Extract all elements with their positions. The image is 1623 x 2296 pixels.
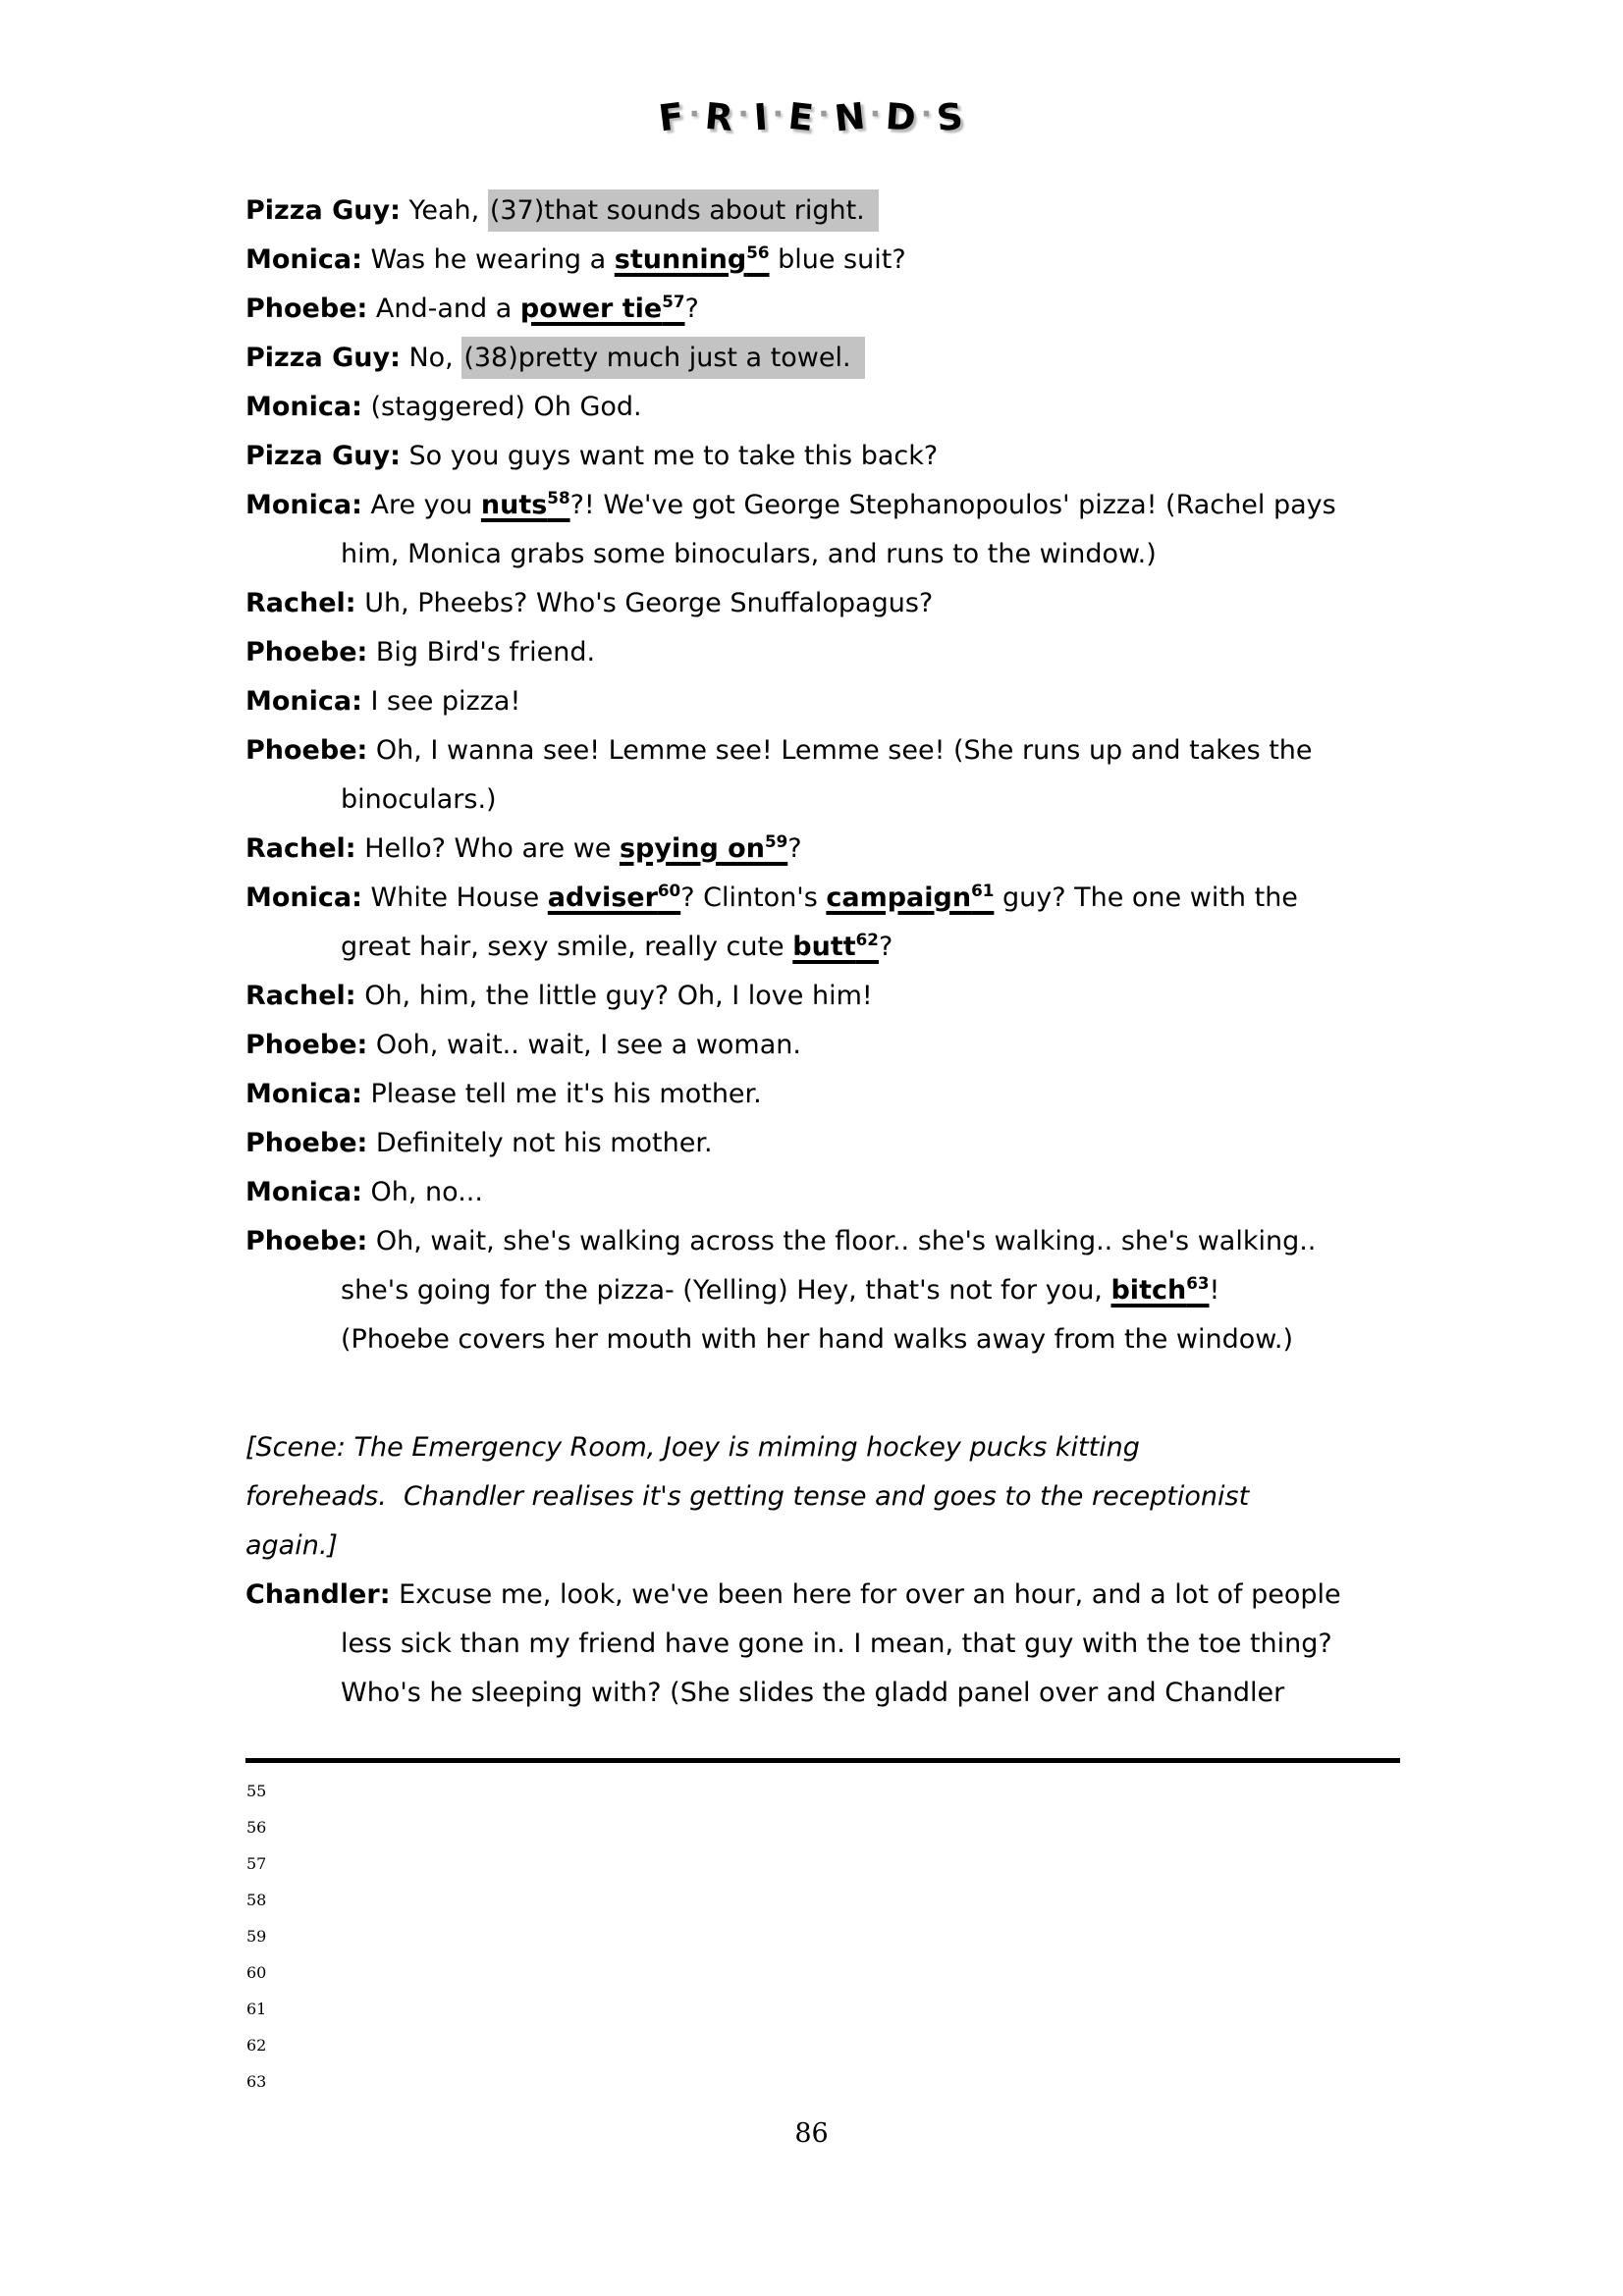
script-line bbox=[245, 432, 1404, 481]
script-line bbox=[245, 187, 1404, 236]
script-line bbox=[245, 1669, 1404, 1718]
dialogue-text: binoculars.) bbox=[341, 784, 497, 815]
speaker-name: Monica: bbox=[245, 882, 362, 913]
highlighted-text: (37)that sounds about right. bbox=[488, 189, 879, 232]
script-line bbox=[245, 1070, 1404, 1119]
logo-letter: I bbox=[752, 95, 771, 139]
dialogue-text: blue suit? bbox=[769, 244, 906, 275]
logo-dot: · bbox=[920, 97, 934, 132]
footnote-number: 59 bbox=[246, 1927, 267, 1946]
dialogue-text: Oh, wait, she's walking across the floor.. she's walking.. she's walking.. bbox=[367, 1226, 1317, 1256]
dialogue-text: ? bbox=[878, 932, 893, 962]
dialogue-text: Are you bbox=[361, 490, 481, 520]
dialogue-text: Please tell me it's his mother. bbox=[361, 1079, 762, 1109]
dialogue-text: Ooh, wait.. wait, I see a woman. bbox=[367, 1030, 801, 1060]
script-line bbox=[245, 334, 1404, 383]
speaker-name: Monica: bbox=[245, 392, 362, 422]
script-line bbox=[245, 726, 1404, 775]
speaker-name: Rachel: bbox=[245, 588, 356, 618]
dialogue-text: Was he wearing a bbox=[361, 244, 615, 275]
highlighted-text: (38)pretty much just a towel. bbox=[461, 337, 864, 379]
script-body bbox=[245, 187, 1404, 1718]
vocab-term: power tie$^{57}$ bbox=[519, 292, 685, 324]
script-line bbox=[245, 1472, 1404, 1522]
script-line bbox=[245, 481, 1404, 530]
vocab-term: adviser$^{60}$ bbox=[547, 881, 681, 913]
vocab-term: stunning$^{56}$ bbox=[614, 242, 770, 275]
page-number: 86 bbox=[794, 2118, 829, 2149]
logo-dot: · bbox=[737, 97, 750, 132]
dialogue-text: Uh, Pheebs? Who's George Snuffalopagus? bbox=[355, 588, 934, 618]
speaker-name: Chandler: bbox=[245, 1579, 391, 1610]
dialogue-text: Oh, I wanna see! Lemme see! Lemme see! (She runs up and takes the bbox=[367, 735, 1313, 766]
footnote-number: 61 bbox=[246, 2000, 267, 2018]
speaker-name: Rachel: bbox=[245, 833, 356, 864]
footnote-ref: 58 bbox=[547, 488, 570, 507]
dialogue-block bbox=[245, 1571, 1404, 1718]
footnote-separator bbox=[245, 1758, 1400, 1763]
dialogue-block bbox=[245, 187, 1404, 1364]
footnote-number: 57 bbox=[246, 1854, 267, 1873]
footnote-ref: 57 bbox=[662, 292, 685, 311]
speaker-name: Phoebe: bbox=[245, 1128, 368, 1158]
speaker-name: Pizza Guy: bbox=[245, 441, 401, 471]
script-line bbox=[245, 1168, 1404, 1217]
footnote-number: 60 bbox=[246, 1963, 267, 1982]
dialogue-text: guy? The one with the bbox=[994, 882, 1298, 913]
logo-letter: E bbox=[785, 94, 817, 140]
dialogue-text: Oh, no... bbox=[361, 1177, 483, 1207]
vocab-term: campaign$^{61}$ bbox=[826, 881, 995, 913]
vocab-term: butt$^{62}$ bbox=[792, 930, 879, 962]
footnote-ref: 63 bbox=[1186, 1273, 1210, 1293]
logo-letter: S bbox=[935, 94, 966, 140]
script-line bbox=[245, 677, 1404, 726]
dialogue-text: [Scene: The Emergency Room, Joey is miming hockey pucks kitting bbox=[245, 1432, 1140, 1463]
script-line bbox=[245, 285, 1404, 334]
dialogue-text: Yeah, bbox=[400, 195, 488, 226]
speaker-name: Phoebe: bbox=[245, 1226, 368, 1256]
vocab-term: nuts$^{58}$ bbox=[480, 488, 570, 520]
footnote-ref: 61 bbox=[971, 881, 995, 900]
script-line bbox=[245, 1119, 1404, 1168]
logo-dot: · bbox=[869, 97, 883, 132]
script-line bbox=[245, 1217, 1404, 1266]
speaker-name: Monica: bbox=[245, 490, 362, 520]
script-line bbox=[245, 236, 1404, 285]
dialogue-text: ! bbox=[1209, 1275, 1220, 1306]
vocab-term: bitch$^{63}$ bbox=[1110, 1273, 1210, 1306]
speaker-name: Phoebe: bbox=[245, 1030, 368, 1060]
speaker-name: Phoebe: bbox=[245, 637, 368, 667]
script-line bbox=[245, 530, 1404, 579]
footnote-ref: 56 bbox=[746, 242, 770, 262]
speaker-name: Phoebe: bbox=[245, 294, 368, 324]
dialogue-text: I see pizza! bbox=[361, 686, 521, 717]
script-line bbox=[245, 1423, 1404, 1472]
speaker-name: Rachel: bbox=[245, 981, 356, 1011]
script-line bbox=[245, 825, 1404, 874]
footnote-number: 56 bbox=[246, 1818, 267, 1837]
dialogue-text: Definitely not his mother. bbox=[367, 1128, 713, 1158]
dialogue-text: Who's he sleeping with? (She slides the gladd panel over and Chandler bbox=[341, 1678, 1285, 1708]
script-line bbox=[245, 383, 1404, 432]
dialogue-text: him, Monica grabs some binoculars, and runs to the window.) bbox=[341, 539, 1157, 569]
footnote-ref: 60 bbox=[657, 881, 681, 900]
script-line bbox=[245, 874, 1404, 923]
dialogue-text: White House bbox=[361, 882, 548, 913]
script-line bbox=[245, 923, 1404, 972]
speaker-name: Monica: bbox=[245, 244, 362, 275]
dialogue-text: ?! We've got George Stephanopoulos' pizza! (Rachel pays bbox=[569, 490, 1336, 520]
script-line bbox=[245, 1571, 1404, 1620]
dialogue-text: No, bbox=[400, 343, 462, 373]
footnote-number: 55 bbox=[246, 1782, 267, 1800]
vocab-term: spying $on^{59}$ bbox=[619, 831, 788, 864]
dialogue-text: foreheads. Chandler realises it's getting tense and goes to the receptionist bbox=[245, 1481, 1250, 1512]
script-line bbox=[245, 972, 1404, 1021]
speaker-name: Pizza Guy: bbox=[245, 195, 401, 226]
script-line bbox=[245, 1266, 1404, 1315]
scene-block bbox=[245, 1423, 1404, 1571]
dialogue-text: great hair, sexy smile, really cute bbox=[341, 932, 793, 962]
footnote-number: 62 bbox=[246, 2036, 267, 2055]
speaker-name: Phoebe: bbox=[245, 735, 368, 766]
dialogue-text: ? Clinton's bbox=[680, 882, 827, 913]
logo-dot: · bbox=[818, 97, 831, 132]
script-line bbox=[245, 1315, 1404, 1364]
dialogue-text: So you guys want me to take this back? bbox=[400, 441, 939, 471]
dialogue-text: And-and a bbox=[367, 294, 520, 324]
logo-letter: R bbox=[703, 94, 736, 140]
script-line bbox=[245, 628, 1404, 677]
logo-letter: F bbox=[656, 94, 687, 140]
dialogue-text: Hello? Who are we bbox=[355, 833, 620, 864]
speaker-name: Monica: bbox=[245, 686, 362, 717]
footnote-ref: 59 bbox=[764, 831, 788, 851]
script-line bbox=[245, 1021, 1404, 1070]
footnote-number: 63 bbox=[246, 2072, 267, 2091]
logo-dot: · bbox=[772, 97, 784, 132]
logo-letter: N bbox=[832, 94, 868, 140]
script-line bbox=[245, 579, 1404, 628]
friends-logo bbox=[0, 96, 1623, 138]
script-line bbox=[245, 775, 1404, 825]
footnote-list bbox=[246, 1773, 266, 2100]
dialogue-text: (staggered) Oh God. bbox=[361, 392, 642, 422]
dialogue-text: Oh, him, the little guy? Oh, I love him! bbox=[355, 981, 873, 1011]
dialogue-text: ? bbox=[787, 833, 802, 864]
dialogue-text: she's going for the pizza- (Yelling) Hey, that's not for you, bbox=[341, 1275, 1111, 1306]
logo-dot: · bbox=[688, 97, 701, 132]
footnote-number: 58 bbox=[246, 1891, 267, 1909]
script-line bbox=[245, 1522, 1404, 1571]
dialogue-text: less sick than my friend have gone in. I mean, that guy with the toe thing? bbox=[341, 1629, 1332, 1659]
dialogue-text: again.] bbox=[245, 1530, 338, 1561]
logo-letter: D bbox=[884, 94, 919, 140]
speaker-name: Monica: bbox=[245, 1079, 362, 1109]
dialogue-text: Excuse me, look, we've been here for over an hour, and a lot of people bbox=[390, 1579, 1341, 1610]
script-line bbox=[245, 1620, 1404, 1669]
dialogue-text: Big Bird's friend. bbox=[367, 637, 596, 667]
speaker-name: Pizza Guy: bbox=[245, 343, 401, 373]
dialogue-text: ? bbox=[684, 294, 699, 324]
speaker-name: Monica: bbox=[245, 1177, 362, 1207]
dialogue-text: (Phoebe covers her mouth with her hand walks away from the window.) bbox=[341, 1324, 1294, 1355]
footnote-ref: 62 bbox=[855, 930, 879, 949]
